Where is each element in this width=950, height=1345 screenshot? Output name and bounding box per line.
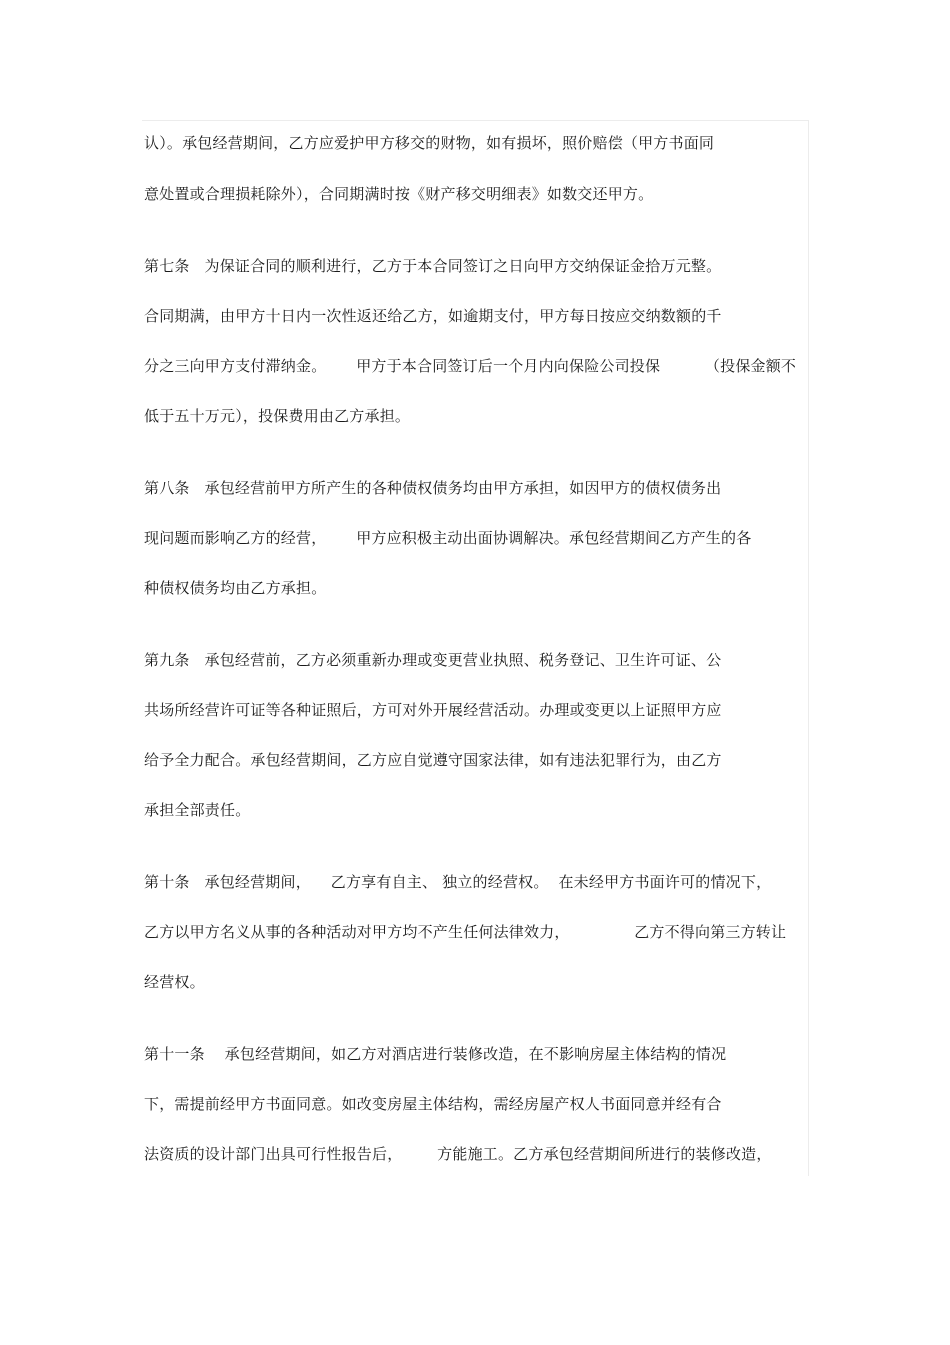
- text-line: 承担全部责任。: [144, 801, 251, 819]
- clause-8-heading-line: 第八条 承包经营前甲方所产生的各种债权债务均由甲方承担，如因甲方的债权债务出: [144, 479, 722, 497]
- text-line: 法资质的设计部门出具可行性报告后， 方能施工。乙方承包经营期间所进行的装修改造，: [144, 1145, 772, 1163]
- clause-10-heading-line: 第十条 承包经营期间， 乙方享有自主、 独立的经营权。 在未经甲方书面许可的情况下，: [144, 873, 772, 891]
- text-line: 下，需提前经甲方书面同意。如改变房屋主体结构，需经房屋产权人书面同意并经有合: [144, 1095, 722, 1113]
- clause-9-heading-line: 第九条 承包经营前，乙方必须重新办理或变更营业执照、税务登记、卫生许可证、公: [144, 651, 722, 669]
- text-line: 共场所经营许可证等各种证照后，方可对外开展经营活动。办理或变更以上证照甲方应: [144, 701, 722, 719]
- clause-7-heading-line: 第七条 为保证合同的顺利进行，乙方于本合同签订之日向甲方交纳保证金拾万元整。: [144, 257, 722, 275]
- clause-11-heading-line: 第十一条 承包经营期间，如乙方对酒店进行装修改造，在不影响房屋主体结构的情况: [144, 1045, 727, 1063]
- text-line: 给予全力配合。承包经营期间，乙方应自觉遵守国家法律，如有违法犯罪行为，由乙方: [144, 751, 722, 769]
- text-line: 种债权债务均由乙方承担。: [144, 579, 327, 597]
- text-line: 意处置或合理损耗除外），合同期满时按《财产移交明细表》如数交还甲方。: [144, 185, 654, 203]
- text-line: 现问题而影响乙方的经营， 甲方应积极主动出面协调解决。承包经营期间乙方产生的各: [144, 529, 752, 547]
- text-line: 低于五十万元），投保费用由乙方承担。: [144, 407, 411, 425]
- text-line: 合同期满，由甲方十日内一次性返还给乙方，如逾期支付，甲方每日按应交纳数额的千: [144, 307, 722, 325]
- text-line: 经营权。: [144, 973, 205, 991]
- text-line: 认）。承包经营期间，乙方应爱护甲方移交的财物，如有损坏，照价赔偿（甲方书面同: [144, 134, 715, 152]
- text-line: 分之三向甲方支付滞纳金。 甲方于本合同签订后一个月内向保险公司投保 （投保金额不: [144, 357, 797, 375]
- text-line: 乙方以甲方名义从事的各种活动对甲方均不产生任何法律效力， 乙方不得向第三方转让: [144, 923, 787, 941]
- page-frame: [142, 120, 809, 1176]
